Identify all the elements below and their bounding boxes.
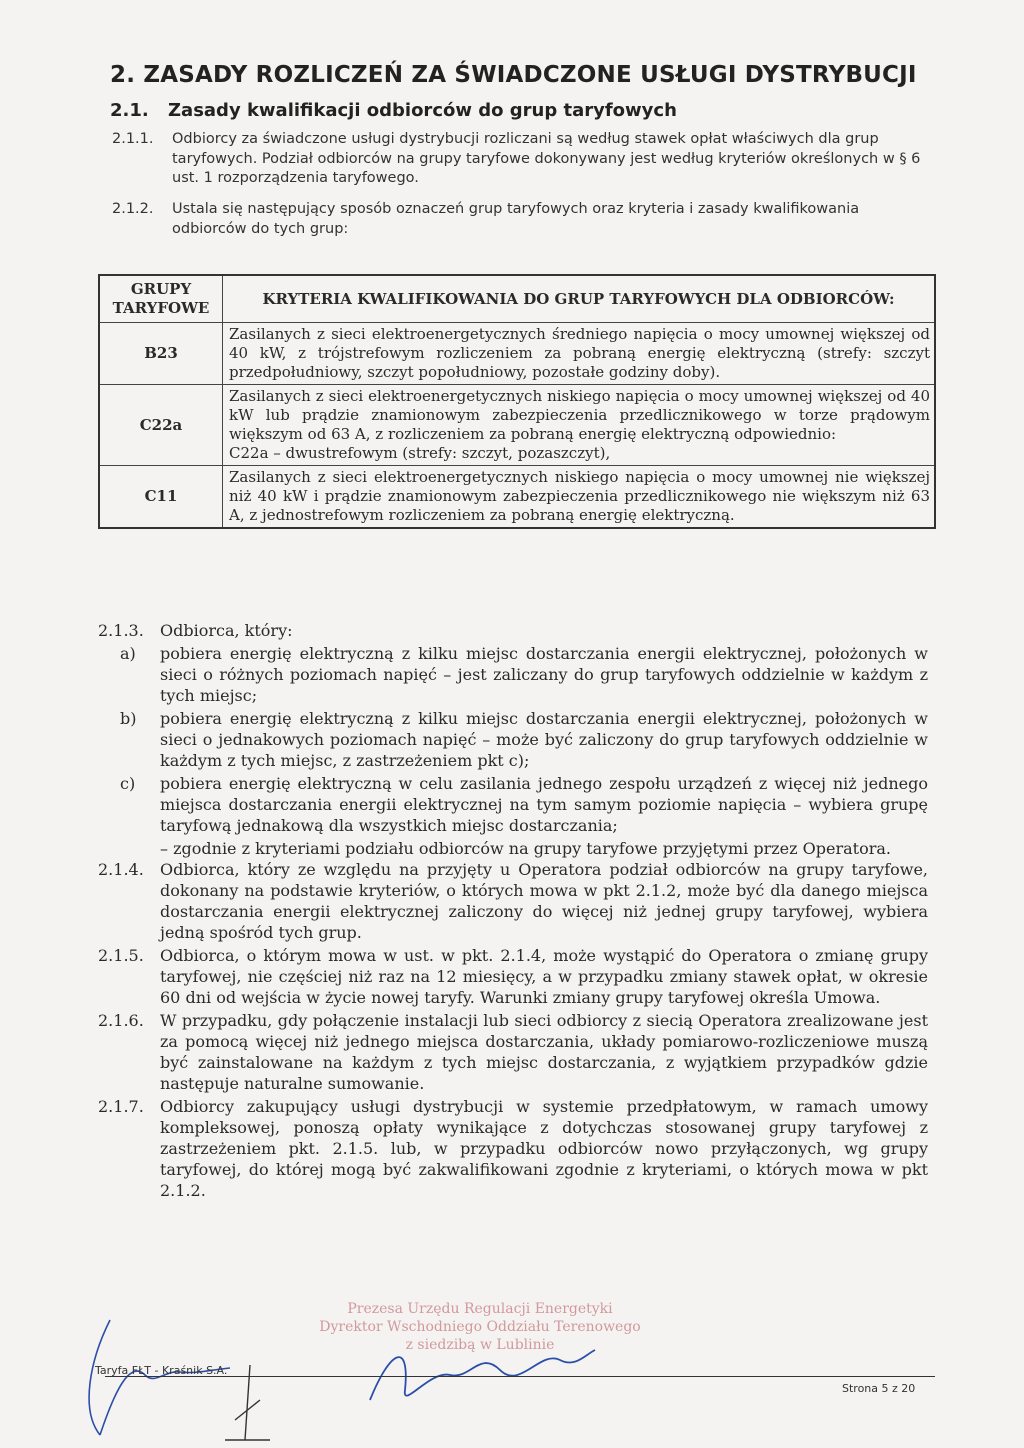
section-heading: 2. ZASADY ROZLICZEŃ ZA ŚWIADCZONE USŁUGI DYSTRYBUCJI bbox=[110, 62, 917, 88]
clause-2-1-5 bbox=[98, 945, 928, 1008]
stamp-line: z siedzibą w Lublinie bbox=[405, 1337, 555, 1353]
item-text: pobiera energię elektryczną z kilku miejsc dostarczania energii elektrycznej, położonych w sieci o jednakowych poziomach napięć – może być zaliczony do grup taryfowych oddzielnie w każdym z tych miejsc, z zastrzeżeniem pkt c); bbox=[160, 709, 928, 770]
paragraph-2-1-1 bbox=[112, 130, 936, 189]
group-code: C22a bbox=[99, 385, 223, 466]
tariff-groups-table bbox=[98, 274, 936, 529]
paragraph-2-1-2 bbox=[112, 200, 936, 239]
subsection-title: Zasady kwalifikacji odbiorców do grup taryfowych bbox=[168, 100, 677, 121]
footer-divider bbox=[105, 1376, 935, 1377]
subsection-number: 2.1. bbox=[110, 100, 149, 121]
group-criteria-extra: C22a – dwustrefowym (strefy: szczyt, pozaszczyt), bbox=[229, 444, 611, 462]
item-label: a) bbox=[120, 644, 136, 663]
paragraph-number: 2.1.2. bbox=[112, 201, 154, 217]
footer-page-number: Strona 5 z 20 bbox=[842, 1382, 916, 1395]
clause-number: 2.1.4. bbox=[98, 860, 144, 879]
paragraph-number: 2.1.1. bbox=[112, 131, 154, 147]
clause-2-1-7 bbox=[98, 1096, 928, 1201]
group-code: C11 bbox=[99, 466, 223, 529]
clause-text: Odbiorcy zakupujący usługi dystrybucji w systemie przedpłatowym, w ramach umowy kompleksowej, ponoszą opłaty wynikające z dotychczas stosowanej grupy taryfowej z zastrzeżeniem pkt. 2.1.5. lub, w przypadku odbiorców nowo przyłączonych, wg grupy taryfowej, do której mogą być zakwalifikowani zgodnie z kryteriami, o których mowa w pkt 2.1.2. bbox=[160, 1097, 928, 1200]
subsection-heading bbox=[110, 100, 677, 121]
group-criteria: Zasilanych z sieci elektroenergetycznych niskiego napięcia o mocy umownej nie większej niż 40 kW i prądzie znamionowym zabezpieczenia przedlicznikowego nie większym niż 63 A, z jednostrefowym rozliczeniem za pobraną energię elektryczną. bbox=[223, 466, 936, 529]
clause-2-1-6 bbox=[98, 1010, 928, 1094]
clause-text: Odbiorca, który ze względu na przyjęty u Operatora podział odbiorców na grupy taryfowe, dokonany na podstawie kryteriów, o których mowa w pkt 2.1.2, może być dla danego miejsca dostarczania energii elektrycznej zaliczony do więcej niż jednej grupy taryfowej, wybiera jedną spośród tych grup. bbox=[160, 860, 928, 942]
table-row bbox=[99, 323, 935, 385]
column-header-groups: GRUPY TARYFOWE bbox=[99, 275, 223, 323]
table-row bbox=[99, 385, 935, 466]
signature-center bbox=[360, 1330, 600, 1420]
clause-tail: – zgodnie z kryteriami podziału odbiorców na grupy taryfowe przyjętymi przez Operatora. bbox=[160, 839, 891, 858]
clause-intro: Odbiorca, który: bbox=[160, 621, 293, 640]
clause-number: 2.1.5. bbox=[98, 946, 144, 965]
paragraph-text: Odbiorcy za świadczone usługi dystrybucji rozliczani są według stawek opłat właściwych dla grup taryfowych. Podział odbiorców na grupy taryfowe dokonywany jest według kryteriów określonych w § 6 ust. 1 rozporządzenia taryfowego. bbox=[172, 131, 921, 186]
item-text: pobiera energię elektryczną w celu zasilania jednego zespołu urządzeń z więcej niż jednego miejsca dostarczania energii elektrycznej na tym samym poziomie napięcia – wybiera grupę taryfową jednakową dla wszystkich miejsc dostarczania; bbox=[160, 774, 928, 835]
clause-text: Odbiorca, o którym mowa w ust. w pkt. 2.1.4, może wystąpić do Operatora o zmianę grupy taryfowej, nie częściej niż raz na 12 miesięcy, a w przypadku zmiany stawek opłat, w okresie 60 dni od wejścia w życie nowej taryfy. Warunki zmiany grupy taryfowej określa Umowa. bbox=[160, 946, 928, 1007]
group-criteria: Zasilanych z sieci elektroenergetycznych średniego napięcia o mocy umownej większej od 40 kW, z trójstrefowym rozliczeniem za pobraną energię elektryczną (strefy: szczyt przedpołudniowy, szczyt popołudniowy, pozostałe godziny doby). bbox=[223, 323, 936, 385]
clause-item-a bbox=[98, 643, 928, 706]
paragraph-text: Ustala się następujący sposób oznaczeń grup taryfowych oraz kryteria i zasady kwalifikowania odbiorców do tych grup: bbox=[172, 201, 860, 237]
group-code: B23 bbox=[99, 323, 223, 385]
clause-2-1-4 bbox=[98, 859, 928, 943]
item-label: b) bbox=[120, 709, 137, 728]
stamp-line: Dyrektor Wschodniego Oddziału Terenowego bbox=[319, 1319, 641, 1335]
footer-tariff-name: Taryfa FŁT - Kraśnik S.A. bbox=[95, 1364, 228, 1377]
column-header-criteria: KRYTERIA KWALIFIKOWANIA DO GRUP TARYFOWYCH DLA ODBIORCÓW: bbox=[223, 275, 936, 323]
clause-2-1-3 bbox=[98, 620, 928, 641]
clause-item-c bbox=[98, 773, 928, 836]
clause-number: 2.1.7. bbox=[98, 1097, 144, 1116]
clause-number: 2.1.3. bbox=[98, 621, 144, 640]
table-row bbox=[99, 466, 935, 529]
item-text: pobiera energię elektryczną z kilku miejsc dostarczania energii elektrycznej, położonych w sieci o różnych poziomach napięć – jest zaliczany do grup taryfowych oddzielnie w każdym z tych miejsc; bbox=[160, 644, 928, 705]
clause-text: W przypadku, gdy połączenie instalacji lub sieci odbiorcy z siecią Operatora zrealizowane jest za pomocą więcej niż jednego miejsca dostarczania, układy pomiarowo-rozliczeniowe muszą być zainstalowane na każdym z tych miejsc dostarczania, z wyjątkiem przypadków gdzie następuje naturalne sumowanie. bbox=[160, 1011, 928, 1093]
stamp-line: Prezesa Urzędu Regulacji Energetyki bbox=[347, 1301, 613, 1317]
clause-number: 2.1.6. bbox=[98, 1011, 144, 1030]
group-criteria-cell bbox=[223, 385, 936, 466]
item-label: c) bbox=[120, 774, 136, 793]
clauses-list bbox=[98, 620, 928, 1203]
clause-item-b bbox=[98, 708, 928, 771]
group-criteria: Zasilanych z sieci elektroenergetycznych niskiego napięcia o mocy umownej większej od 40 kW lub prądzie znamionowym zabezpieczenia przedlicznikowego w torze prądowym większym od 63 A, z rozliczeniem za pobraną energię elektryczną odpowiednio: bbox=[229, 387, 930, 443]
table-header-row bbox=[99, 275, 935, 323]
